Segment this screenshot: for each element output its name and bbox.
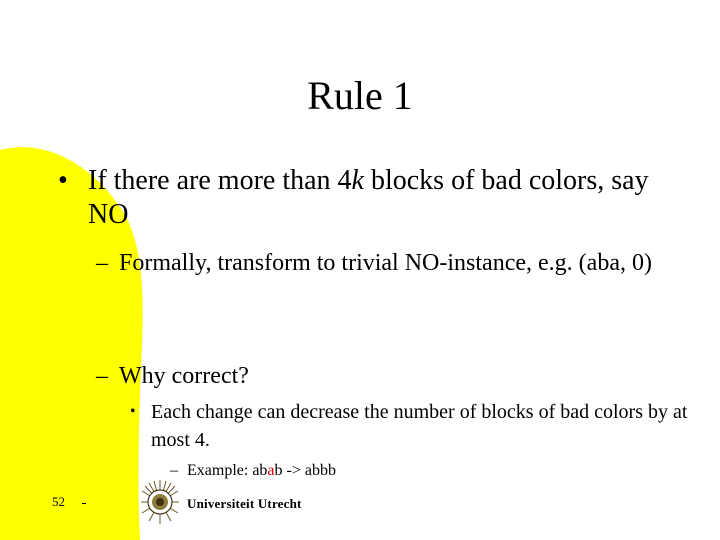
bullet-more-than-4k [58, 164, 678, 232]
dash-mark: – [96, 250, 108, 276]
sub-bullet-formally [96, 248, 696, 278]
slide-title-text: Rule 1 [307, 73, 413, 118]
example-highlight: a [267, 462, 275, 479]
example-line [170, 460, 670, 482]
bullet-text [88, 164, 678, 232]
bullet-mark: • [130, 403, 136, 420]
dash-mark: – [170, 462, 178, 479]
university-seal-logo [140, 478, 180, 526]
sub-bullet-why-correct [96, 361, 696, 391]
page-number: 52 [52, 494, 65, 509]
page-number-rule [82, 503, 86, 504]
sub-bullet-text: Formally, transform to trivial NO-instance, e.g. (aba, 0) [119, 250, 652, 276]
slide-title [0, 72, 720, 120]
bullet-text-start: If there are more than 4 [88, 165, 352, 196]
bullet-text-end: blocks of bad colors, say NO [88, 165, 649, 230]
sub-sub-bullet-text: Each change can decrease the number of blocks of bad colors by at most 4. [151, 401, 688, 451]
university-name: Universiteit Utrecht [187, 496, 302, 511]
dash-mark: – [96, 363, 108, 389]
example-suffix: b -> abbb [274, 462, 336, 479]
bullet-variable-k: k [351, 165, 364, 196]
bullet-mark: • [58, 165, 68, 196]
example-prefix: Example: ab [187, 462, 268, 479]
example-text [187, 460, 670, 482]
sub-bullet-text: Why correct? [119, 363, 249, 389]
sub-sub-bullet-each-change [130, 398, 690, 454]
